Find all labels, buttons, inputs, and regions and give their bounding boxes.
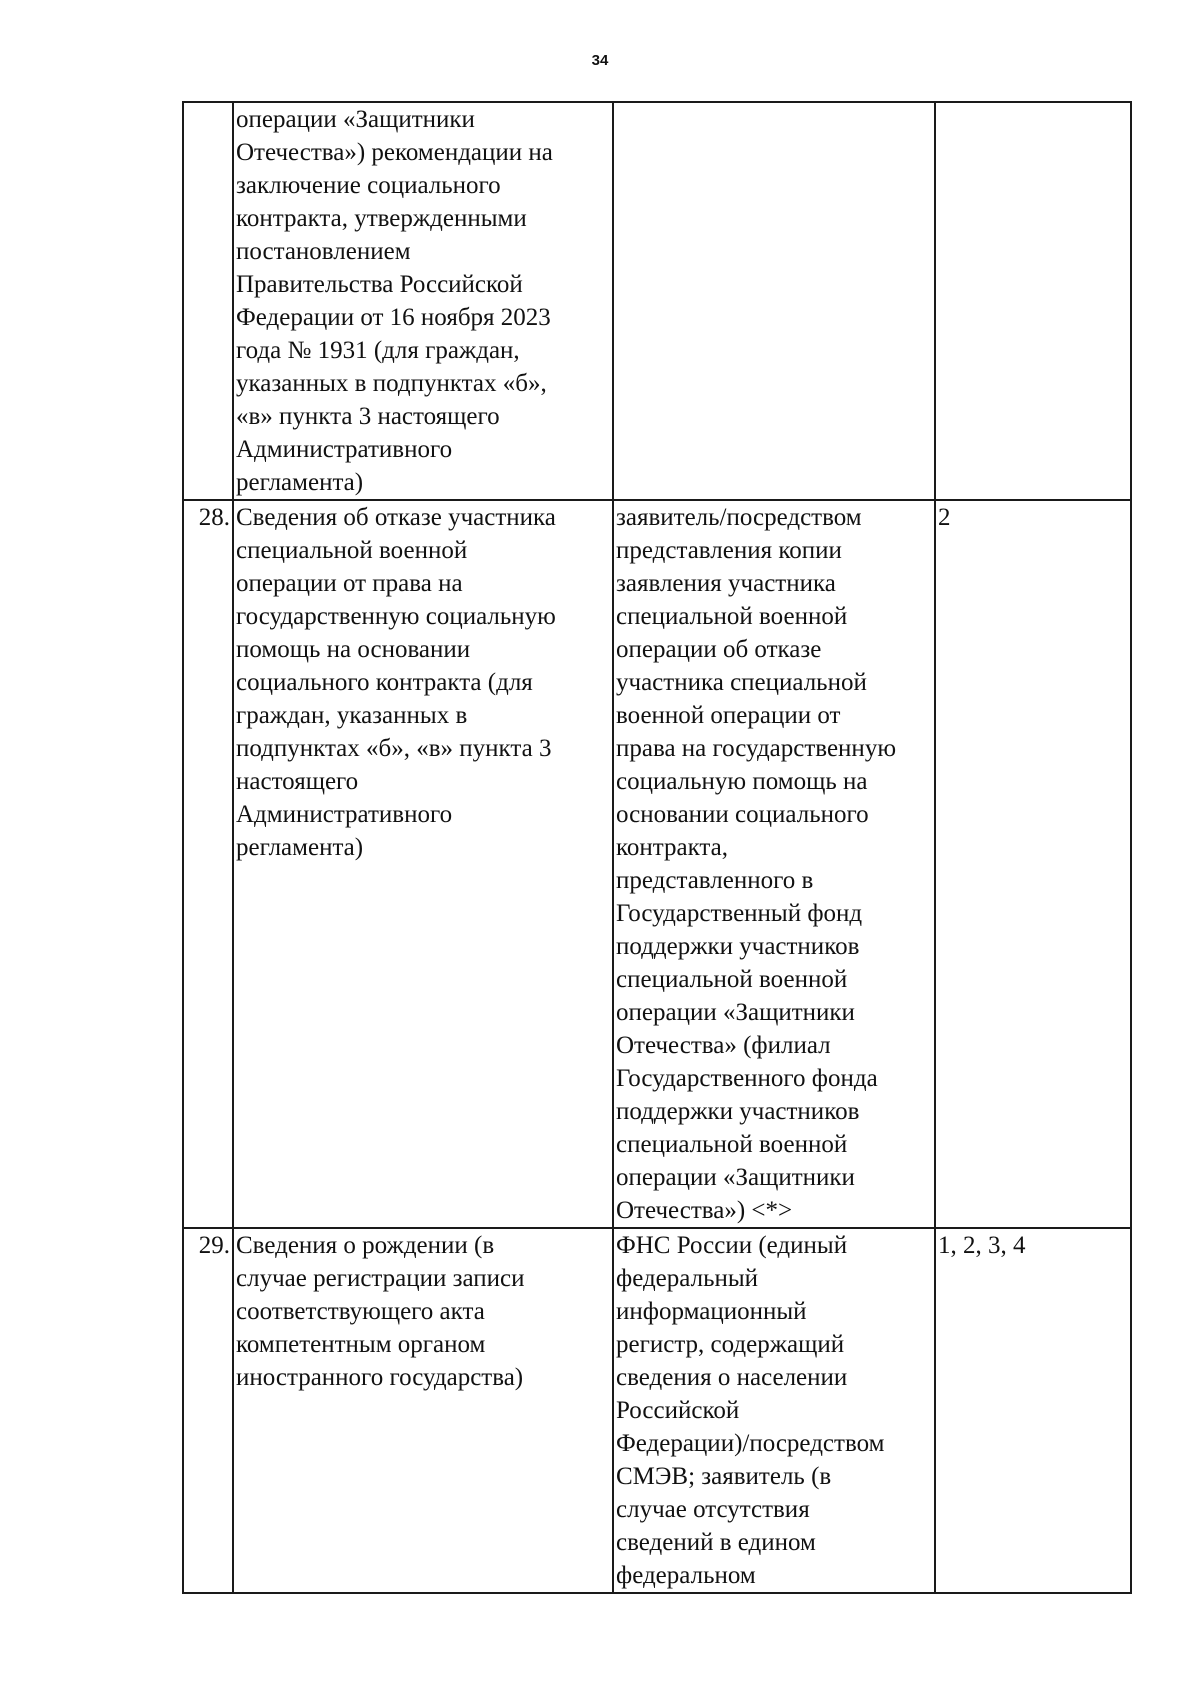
row-number: 28. xyxy=(198,504,230,531)
info-source-cell xyxy=(613,102,935,500)
table-row xyxy=(183,102,1131,500)
row-number: 29. xyxy=(198,1232,230,1259)
row-number-cell xyxy=(183,1228,233,1593)
services-cell xyxy=(935,500,1131,1228)
page-number: 34 xyxy=(591,52,609,69)
info-name-cell xyxy=(233,500,613,1228)
info-name-cell xyxy=(233,1228,613,1593)
info-name-text: Сведения об отказе участника специальной военной операции от права на государственную социальную помощь на основании социального контракта (для граждан, указанных в подпунктах «б», «в» пункта 3 настоящего Административного регламента) xyxy=(236,504,556,861)
services-text: 1, 2, 3, 4 xyxy=(938,1232,1026,1259)
services-cell xyxy=(935,1228,1131,1593)
info-source-text: ФНС России (единый федеральный информационный регистр, содержащий сведения о населении Российской Федерации)/посредством СМЭВ; заявитель (в случае отсутствия сведений в едином федеральном xyxy=(616,1232,885,1589)
table-row xyxy=(183,500,1131,1228)
services-cell xyxy=(935,102,1131,500)
row-number-cell xyxy=(183,102,233,500)
row-number-cell xyxy=(183,500,233,1228)
table-row xyxy=(183,1228,1131,1593)
document-table xyxy=(182,101,1132,1594)
services-text: 2 xyxy=(938,504,951,531)
info-name-cell xyxy=(233,102,613,500)
info-source-text: заявитель/посредством представления копии заявления участника специальной военной операции об отказе участника специальной военной операции от права на государственную социальную помощь на основании социального контракта, представленного в Государственный фонд поддержки участников специальной военной операции «Защитники Отечества» (филиал Государственного фонда поддержки участников специальной военной операции «Защитники Отечества») <*> xyxy=(616,504,896,1224)
info-source-cell xyxy=(613,500,935,1228)
info-name-text: операции «Защитники Отечества») рекомендации на заключение социального контракта, утвержденными постановлением Правительства Российской Федерации от 16 ноября 2023 года № 1931 (для граждан, указанных в подпунктах «б», «в» пункта 3 настоящего Административного регламента) xyxy=(236,106,553,496)
info-name-text: Сведения о рождении (в случае регистрации записи соответствующего акта компетентным органом иностранного государства) xyxy=(236,1232,525,1391)
info-source-cell xyxy=(613,1228,935,1593)
